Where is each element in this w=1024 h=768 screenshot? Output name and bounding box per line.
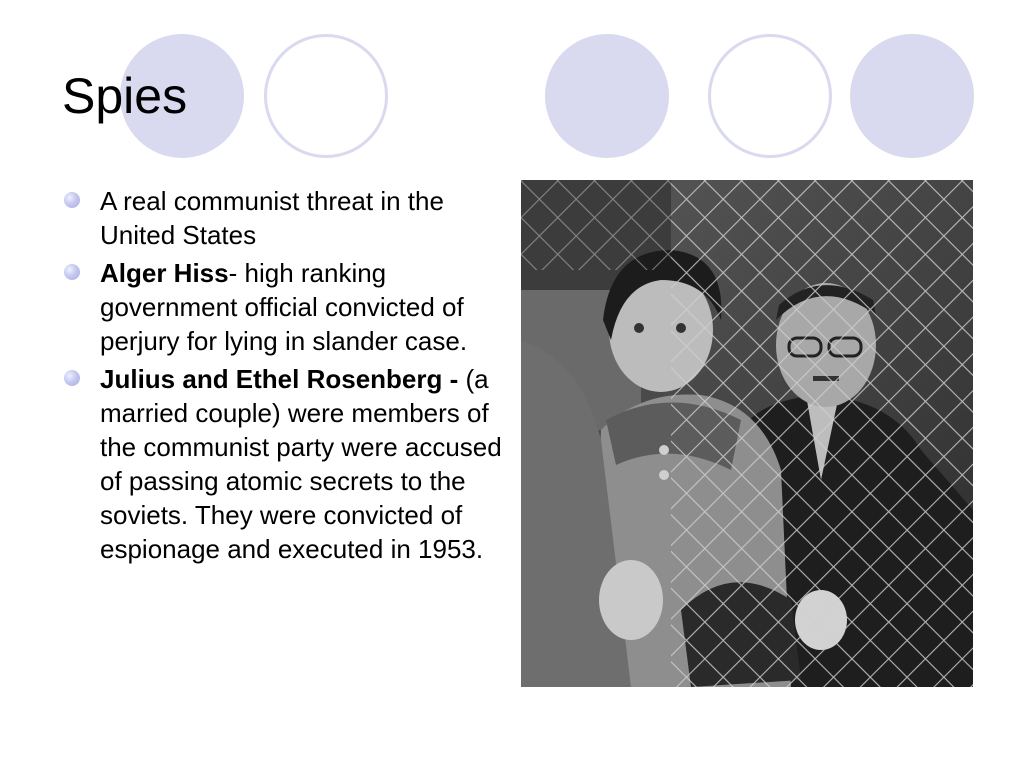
bullet-dot-icon — [64, 192, 80, 208]
bullet-text: A real communist threat in the United States — [100, 186, 444, 250]
bullet-list — [64, 184, 504, 570]
bullet-dot-icon — [64, 264, 80, 280]
decorative-circle — [850, 34, 974, 158]
decorative-circle-outline — [264, 34, 388, 158]
bullet-item — [64, 184, 504, 252]
bullet-dot-icon — [64, 370, 80, 386]
bullet-bold-text: Julius and Ethel Rosenberg - — [100, 364, 466, 394]
bullet-text: - high ranking government official convicted of perjury for lying in slander case. — [100, 258, 468, 356]
bullet-item — [64, 256, 504, 358]
rosenberg-photo — [521, 180, 973, 687]
bullet-item — [64, 362, 504, 566]
slide-title: Spies — [62, 68, 188, 124]
decorative-circle-outline — [708, 34, 832, 158]
decorative-circle — [545, 34, 669, 158]
bullet-bold-text: Alger Hiss — [100, 258, 229, 288]
bullet-text: (a married couple) were members of the communist party were accused of passing atomic secrets to the soviets. They were convicted of espionage and executed in 1953. — [100, 364, 502, 564]
